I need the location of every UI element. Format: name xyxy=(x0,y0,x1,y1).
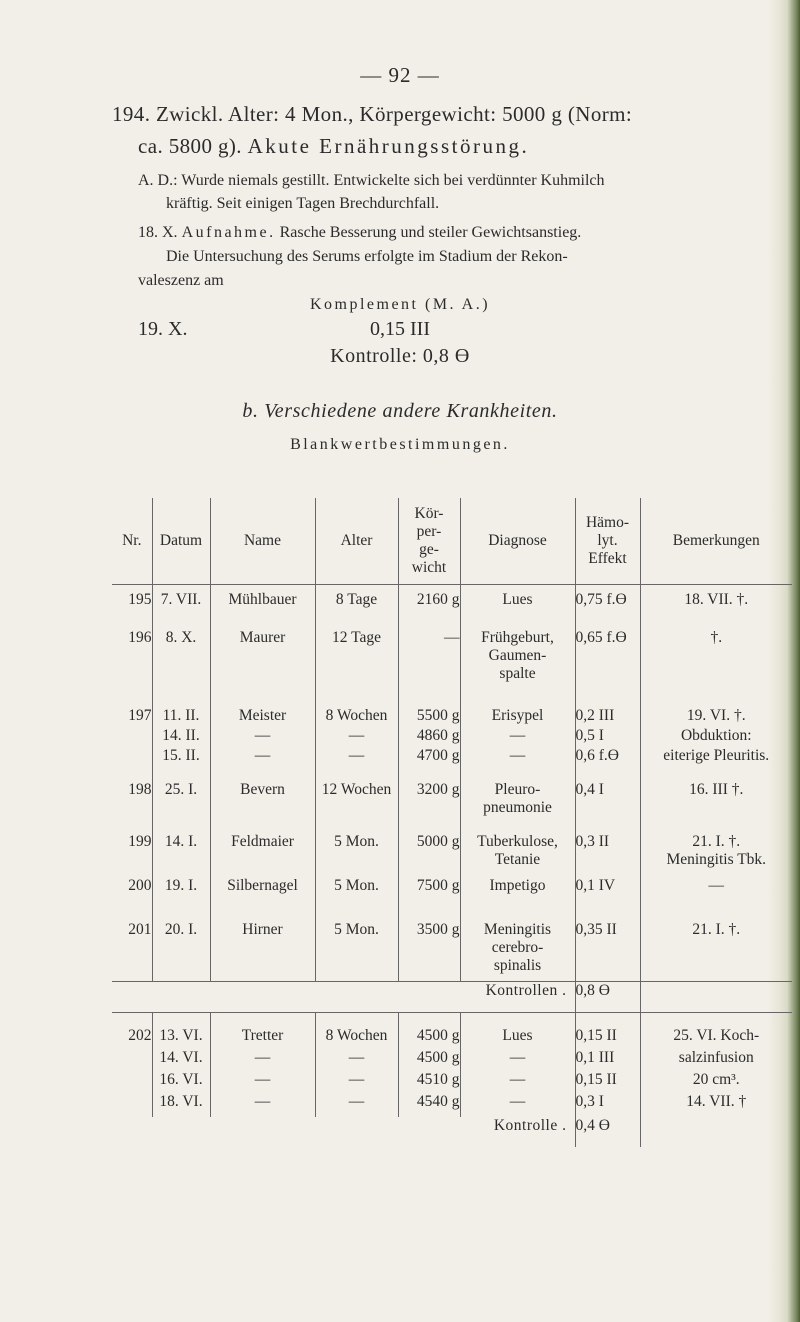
cell-name: Feldmaier xyxy=(210,833,315,877)
cell-alter: 8 Wochen xyxy=(315,1027,398,1049)
table-row xyxy=(112,877,792,921)
table-row xyxy=(112,1027,792,1049)
cell-bemerkung: †. xyxy=(640,629,792,707)
cell-nr: 200 xyxy=(128,877,152,894)
cell-diagnose: Lues xyxy=(460,591,575,629)
cell-gewicht: 5000 g xyxy=(398,833,460,877)
cell-nr: 197 xyxy=(128,707,152,724)
cell-effekt: 0,75 f.ϴ xyxy=(575,591,640,629)
cell-effekt: 0,5 I xyxy=(575,727,640,747)
cell-diagnose: — xyxy=(460,1093,575,1117)
cell-nr xyxy=(112,1049,152,1071)
cell-alter: — xyxy=(315,1071,398,1093)
cell-gewicht: 4540 g xyxy=(398,1093,460,1117)
cell-name: — xyxy=(210,747,315,781)
table-row xyxy=(112,1071,792,1093)
cell-name: — xyxy=(210,1049,315,1071)
table-row xyxy=(112,1049,792,1071)
cell-effekt: 0,15 II xyxy=(575,1071,640,1093)
cell-alter: 8 Wochen xyxy=(315,707,398,727)
table-row xyxy=(112,707,792,727)
cell-bemerkung: 21. I. †. Meningitis Tbk. xyxy=(640,833,792,877)
cell-effekt: 0,65 f.ϴ xyxy=(575,629,640,707)
cell-gewicht: 4860 g xyxy=(398,727,460,747)
header-nr: Nr. xyxy=(122,532,142,549)
cell-effekt: 0,4 I xyxy=(575,781,640,833)
cell-name: — xyxy=(210,1071,315,1093)
admission-line: 18. X. Aufnahme. Rasche Besserung und steiler Gewichtsanstieg. xyxy=(138,224,582,241)
header-alter: Alter xyxy=(315,498,398,585)
cell-diagnose: Erisypel xyxy=(460,707,575,727)
cell-diagnose: — xyxy=(460,1049,575,1071)
cell-name: Tretter xyxy=(210,1027,315,1049)
cell-effekt: 0,1 IV xyxy=(575,877,640,921)
cell-alter: 8 Tage xyxy=(315,591,398,629)
cell-nr xyxy=(112,1093,152,1117)
cell-datum: 20. I. xyxy=(152,921,210,982)
cell-effekt: 0,1 III xyxy=(575,1049,640,1071)
cell-gewicht: — xyxy=(398,629,460,707)
header-bemerkungen: Bemerkungen xyxy=(640,498,792,585)
header-effekt: Hämo- lyt. Effekt xyxy=(575,498,640,585)
header-diagnose: Diagnose xyxy=(460,498,575,585)
table-row xyxy=(112,921,792,982)
section-title: b. Verschiedene andere Krankheiten. xyxy=(242,400,558,422)
table-row xyxy=(112,727,792,747)
cell-datum: 7. VII. xyxy=(152,591,210,629)
cell-name: Silbernagel xyxy=(210,877,315,921)
cell-gewicht: 5500 g xyxy=(398,707,460,727)
control-row-1 xyxy=(112,982,792,1013)
cell-bemerkung: 18. VII. †. xyxy=(640,591,792,629)
cell-alter: — xyxy=(315,727,398,747)
cell-diagnose: Tuberkulose, Tetanie xyxy=(460,833,575,877)
control-row-2 xyxy=(112,1117,792,1147)
table-row xyxy=(112,833,792,877)
cell-bemerkung: Obduktion: xyxy=(640,727,792,747)
cell-gewicht: 4500 g xyxy=(398,1027,460,1049)
cell-nr: 201 xyxy=(128,921,152,938)
cell-bemerkung: 20 cm³. xyxy=(640,1071,792,1093)
cell-gewicht: 4510 g xyxy=(398,1071,460,1093)
control-value: Kontrolle: 0,8 ϴ xyxy=(330,345,470,367)
cell-nr: 202 xyxy=(128,1027,152,1044)
cell-alter: — xyxy=(315,1049,398,1071)
cell-datum: 18. VI. xyxy=(152,1093,210,1117)
control-value-cell: 0,4 ϴ xyxy=(575,1117,640,1147)
cell-diagnose: Meningitis cerebro- spinalis xyxy=(460,921,575,982)
anamnesis-line2: kräftig. Seit einigen Tagen Brechdurchfall. xyxy=(166,195,440,212)
cell-bemerkung: eiterige Pleuritis. xyxy=(640,747,792,781)
cell-gewicht: 4700 g xyxy=(398,747,460,781)
cell-nr: 199 xyxy=(128,833,152,850)
table-row xyxy=(112,1093,792,1117)
header-datum: Datum xyxy=(152,498,210,585)
cell-datum: 13. VI. xyxy=(152,1027,210,1049)
case-heading-line2: ca. 5800 g). Akute Ernährungsstörung. xyxy=(138,134,530,158)
cell-effekt: 0,2 III xyxy=(575,707,640,727)
cell-alter: 5 Mon. xyxy=(315,921,398,982)
header-gewicht: Kör- per- ge- wicht xyxy=(398,498,460,585)
case-heading-line1: 194. Zwickl. Alter: 4 Mon., Körpergewicht: 5000 g (Norm: xyxy=(112,102,633,126)
cell-alter: 12 Tage xyxy=(315,629,398,707)
cell-diagnose: — xyxy=(460,727,575,747)
cell-name: Bevern xyxy=(210,781,315,833)
cell-gewicht: 3500 g xyxy=(398,921,460,982)
control-label: Kontrolle . xyxy=(493,1117,567,1134)
complement-label: Komplement (M. A.) xyxy=(309,296,491,313)
cell-bemerkung: 21. I. †. xyxy=(640,921,792,982)
cell-nr: 195 xyxy=(128,591,152,608)
cell-gewicht: 4500 g xyxy=(398,1049,460,1071)
table-row xyxy=(112,747,792,781)
cell-gewicht: 7500 g xyxy=(398,877,460,921)
cell-gewicht: 2160 g xyxy=(398,591,460,629)
blank-value-table xyxy=(112,498,792,1147)
cell-diagnose: Lues xyxy=(460,1027,575,1049)
cell-alter: 5 Mon. xyxy=(315,833,398,877)
cell-name: Hirner xyxy=(210,921,315,982)
cell-alter: — xyxy=(315,1093,398,1117)
cell-name: Meister xyxy=(210,707,315,727)
cell-effekt: 0,3 II xyxy=(575,833,640,877)
control-empty xyxy=(640,1117,792,1147)
cell-bemerkung: 19. VI. †. xyxy=(640,707,792,727)
page-number: — 92 — xyxy=(360,63,440,87)
cell-datum: 16. VI. xyxy=(152,1071,210,1093)
cell-name: — xyxy=(210,727,315,747)
cell-datum: 25. I. xyxy=(152,781,210,833)
cell-name: Maurer xyxy=(210,629,315,707)
cell-datum: 19. I. xyxy=(152,877,210,921)
cell-nr xyxy=(112,1071,152,1093)
table-row xyxy=(112,629,792,707)
cell-datum: 15. II. xyxy=(152,747,210,781)
cell-alter: — xyxy=(315,747,398,781)
examination-line2: valeszenz am xyxy=(138,272,224,289)
cell-datum: 14. I. xyxy=(152,833,210,877)
cell-nr xyxy=(112,727,152,747)
anamnesis-line1: A. D.: Wurde niemals gestillt. Entwickelte sich bei verdünnter Kuhmilch xyxy=(138,172,605,189)
header-name: Name xyxy=(210,498,315,585)
spacer-row xyxy=(112,1013,792,1028)
examination-line1: Die Untersuchung des Serums erfolgte im Stadium der Rekon- xyxy=(166,248,568,265)
complement-value: 0,15 III xyxy=(370,318,430,340)
cell-diagnose: Pleuro- pneumonie xyxy=(460,781,575,833)
cell-nr xyxy=(112,747,152,781)
cell-datum: 14. VI. xyxy=(152,1049,210,1071)
cell-name: Mühlbauer xyxy=(210,591,315,629)
cell-diagnose: — xyxy=(460,1071,575,1093)
cell-name: — xyxy=(210,1093,315,1117)
cell-datum: 8. X. xyxy=(152,629,210,707)
table-row xyxy=(112,591,792,629)
cell-effekt: 0,6 f.ϴ xyxy=(575,747,640,781)
complement-date: 19. X. xyxy=(138,318,188,340)
control-label: Kontrollen . xyxy=(485,982,567,999)
cell-diagnose: — xyxy=(460,747,575,781)
cell-gewicht: 3200 g xyxy=(398,781,460,833)
cell-effekt: 0,35 II xyxy=(575,921,640,982)
cell-diagnose: Frühgeburt, Gaumen- spalte xyxy=(460,629,575,707)
cell-effekt: 0,15 II xyxy=(575,1027,640,1049)
cell-bemerkung: 25. VI. Koch- xyxy=(640,1027,792,1049)
cell-datum: 11. II. xyxy=(152,707,210,727)
table-header-row xyxy=(112,498,792,585)
cell-alter: 12 Wochen xyxy=(315,781,398,833)
cell-bemerkung: 16. III †. xyxy=(640,781,792,833)
cell-bemerkung: 14. VII. † xyxy=(640,1093,792,1117)
section-subtitle: Blankwertbestimmungen. xyxy=(290,436,510,453)
cell-nr: 196 xyxy=(128,629,152,646)
table-row xyxy=(112,781,792,833)
cell-bemerkung: — xyxy=(640,877,792,921)
control-empty xyxy=(640,982,792,1013)
cell-nr: 198 xyxy=(128,781,152,798)
cell-bemerkung: salzinfusion xyxy=(640,1049,792,1071)
control-value-cell: 0,8 ϴ xyxy=(575,982,640,1013)
cell-diagnose: Impetigo xyxy=(460,877,575,921)
cell-datum: 14. II. xyxy=(152,727,210,747)
cell-alter: 5 Mon. xyxy=(315,877,398,921)
cell-effekt: 0,3 I xyxy=(575,1093,640,1117)
